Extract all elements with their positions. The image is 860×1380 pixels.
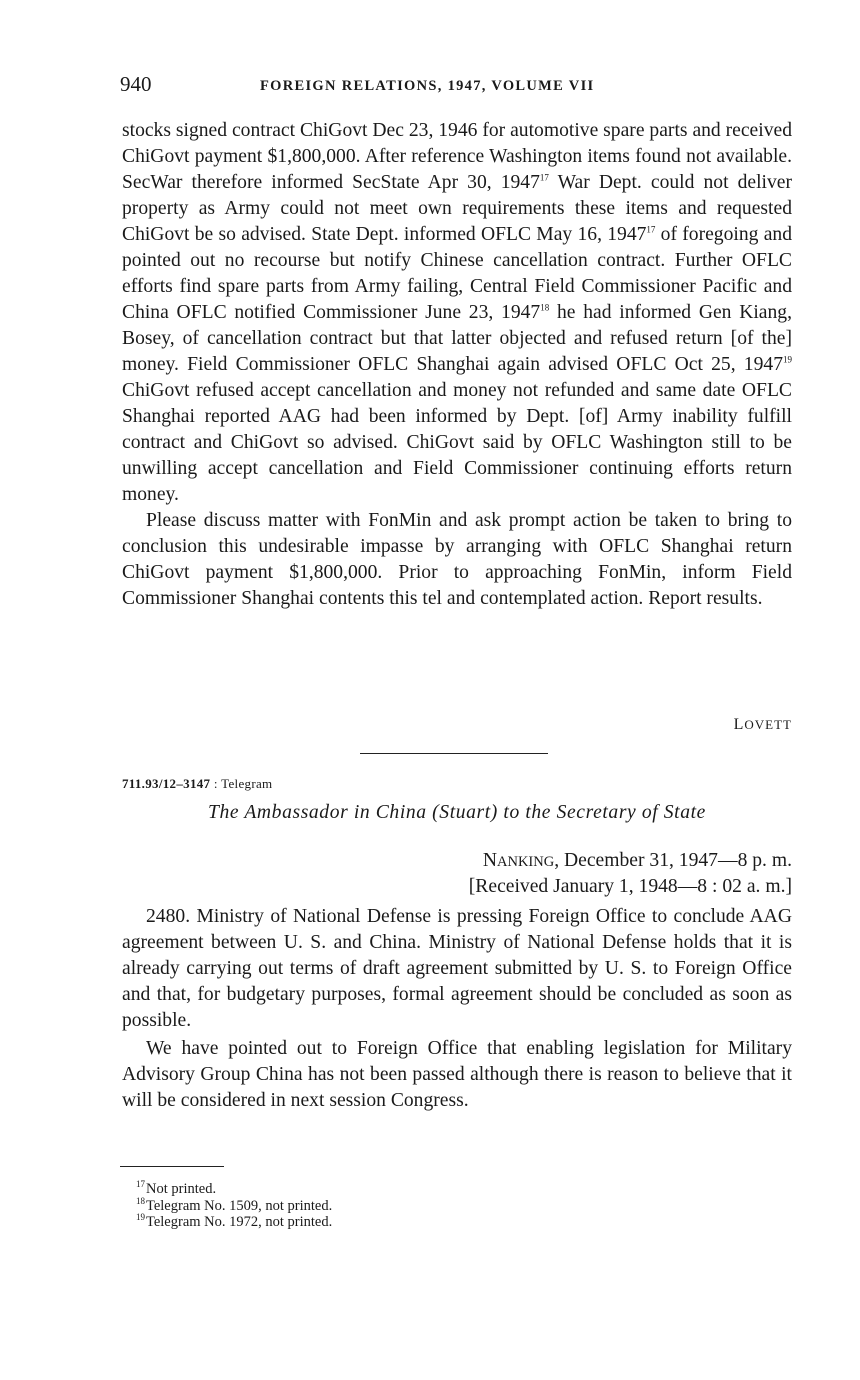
footnote: $^{19}$Telegram No. 1972, not printed.	[136, 1212, 333, 1230]
signature: LOVETT	[733, 716, 792, 733]
footnote: $^{18}$Telegram No. 1509, not printed.	[136, 1195, 333, 1214]
footnote-ref[interactable]: 17	[646, 224, 656, 235]
footnote: $^{17}$Not printed.	[136, 1179, 217, 1197]
paragraph: We have pointed out to Foreign Office that enabling legislation for Military Advisory Group China has not been passed although there is reason to believe that it will be considered in next session Congress.	[122, 1038, 792, 1111]
paragraph: 2480. Ministry of National Defense is pressing Foreign Office to conclude AAG agreement between U. S. and China. Ministry of National Defense holds that it is already carrying out terms of draft agreement submitted by U. S. to Foreign Office and that, for budgetary purposes, formal agreement should be concluded as soon as possible.	[122, 906, 792, 1031]
paragraph: Please discuss matter with FonMin and ask prompt action be taken to bring to conclusion this undesirable impasse by arranging with OFLC Shanghai return ChiGovt payment $1,800,000. Prior to approaching FonMin, inform Field Commissioner Shanghai contents this tel and contemplated action. Report results.	[122, 510, 792, 609]
footnote-ref[interactable]: 19	[783, 354, 792, 365]
telegram-text	[122, 904, 792, 1114]
running-title: FOREIGN RELATIONS, 1947, VOLUME VII	[260, 78, 595, 94]
file-number: 711.93/12–3147 : Telegram	[122, 776, 273, 791]
page-header	[120, 72, 792, 102]
section-divider	[360, 753, 548, 754]
footnote-ref[interactable]: 17	[539, 172, 549, 183]
paragraph: stocks signed contract ChiGovt Dec 23, 1946 for automotive spare parts and received ChiGovt payment $1,800,000. After reference Washington items found not available. SecWar therefore informed SecState Apr 30, 1947$^{17}$ War Dept. could not deliver property as Army could not meet own requirements these items and requested ChiGovt be so advised. State Dept. informed OFLC May 16, 1947$^{17}$ of foregoing and pointed out no recourse but notify Chinese cancellation contract. Further OFLC efforts find spare parts from Army failing, Central Field Commissioner Pacific and China OFLC notified Commissioner June 23, 1947$^{18}$ he had informed Gen Kiang, Bosey, of cancellation contract but that latter objected and refused return [of the] money. Field Commissioner OFLC Shanghai again advised OFLC Oct 25, 1947$^{19}$ ChiGovt refused accept cancellation and money not refunded and same date OFLC Shanghai reported AAG had been informed by Dept. [of] Army inability fulfill contract and ChiGovt so advised. ChiGovt said by OFLC Washington still to be unwilling accept cancellation and Field Commissioner continuing efforts return money.	[122, 120, 792, 505]
footnote-divider	[120, 1166, 224, 1167]
continued-telegram-text	[122, 118, 792, 612]
received-line: [Received January 1, 1948—8 : 02 a. m.]	[468, 876, 792, 897]
document-title: The Ambassador in China (Stuart) to the Secretary of State	[208, 802, 706, 823]
page-number: 940	[120, 72, 152, 96]
footnotes	[136, 1181, 332, 1231]
dateline: NANKING, December 31, 1947—8 p. m.	[482, 850, 792, 871]
footnote-ref[interactable]: 18	[540, 302, 550, 313]
